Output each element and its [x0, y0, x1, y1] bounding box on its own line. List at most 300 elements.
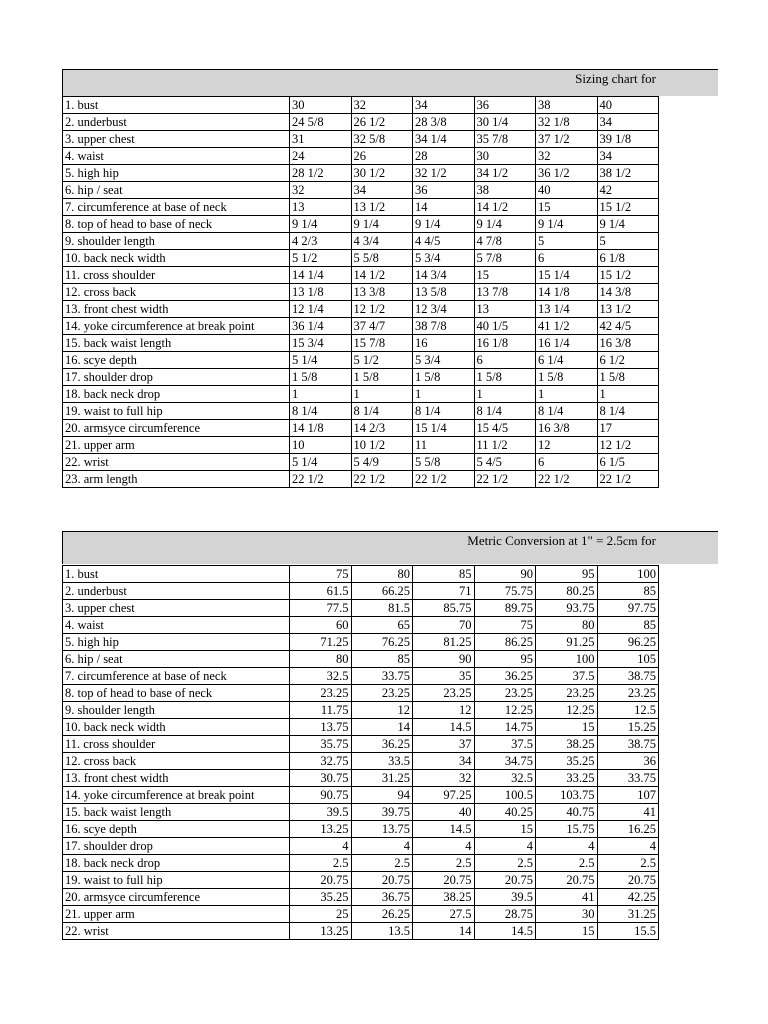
table-row [63, 651, 659, 668]
measurement-value: 61.5 [290, 583, 352, 600]
measurement-value: 10 [290, 437, 352, 454]
measurement-value: 13 1/4 [536, 301, 598, 318]
metric-conversion-title: Metric Conversion at 1" = 2.5cm for [467, 533, 656, 548]
measurement-value: 13 3/8 [351, 284, 413, 301]
measurement-value: 11 1/2 [474, 437, 536, 454]
measurement-label: 16. scye depth [63, 352, 290, 369]
table-row [63, 352, 659, 369]
sizing-chart-title: Sizing chart for [575, 71, 656, 86]
measurement-value: 37.5 [474, 736, 536, 753]
measurement-value: 31.25 [351, 770, 413, 787]
measurement-label: 18. back neck drop [63, 386, 290, 403]
measurement-value: 33.75 [351, 668, 413, 685]
measurement-value: 36.75 [351, 889, 413, 906]
measurement-value: 75 [474, 617, 536, 634]
table-row [63, 855, 659, 872]
measurement-value: 37 4/7 [351, 318, 413, 335]
measurement-label: 15. back waist length [63, 804, 290, 821]
measurement-value: 22 1/2 [413, 471, 475, 488]
measurement-value: 15.75 [536, 821, 598, 838]
measurement-value: 13.25 [290, 821, 352, 838]
measurement-value: 39 1/8 [597, 131, 659, 148]
measurement-value: 95 [536, 566, 598, 583]
measurement-label: 7. circumference at base of neck [63, 199, 290, 216]
measurement-value: 95 [474, 651, 536, 668]
measurement-value: 12.5 [597, 702, 659, 719]
measurement-value: 15 3/4 [290, 335, 352, 352]
table-row [63, 838, 659, 855]
measurement-value: 32.75 [290, 753, 352, 770]
measurement-value: 15 [536, 923, 598, 940]
measurement-value: 13 [290, 199, 352, 216]
table-row [63, 97, 659, 114]
measurement-value: 41 1/2 [536, 318, 598, 335]
measurement-value: 41 [536, 889, 598, 906]
measurement-value: 1 [351, 386, 413, 403]
measurement-value: 23.25 [351, 685, 413, 702]
measurement-value: 4 [290, 838, 352, 855]
measurement-value: 9 1/4 [413, 216, 475, 233]
measurement-value: 8 1/4 [597, 403, 659, 420]
measurement-value: 5 4/5 [474, 454, 536, 471]
table-row [63, 787, 659, 804]
table-row [63, 199, 659, 216]
measurement-value: 15 [536, 719, 598, 736]
measurement-value: 30 1/4 [474, 114, 536, 131]
measurement-value: 35.25 [290, 889, 352, 906]
table-row [63, 335, 659, 352]
measurement-value: 30 1/2 [351, 165, 413, 182]
measurement-label: 8. top of head to base of neck [63, 216, 290, 233]
measurement-label: 6. hip / seat [63, 182, 290, 199]
measurement-value: 16 [413, 335, 475, 352]
measurement-value: 20.75 [474, 872, 536, 889]
measurement-value: 12 [351, 702, 413, 719]
table-row [63, 872, 659, 889]
measurement-value: 31.25 [597, 906, 659, 923]
measurement-label: 19. waist to full hip [63, 403, 290, 420]
measurement-value: 26.25 [351, 906, 413, 923]
measurement-value: 14.5 [413, 719, 475, 736]
table-row [63, 403, 659, 420]
measurement-value: 14 2/3 [351, 420, 413, 437]
measurement-value: 15.5 [597, 923, 659, 940]
measurement-value: 13.75 [351, 821, 413, 838]
measurement-value: 1 5/8 [597, 369, 659, 386]
measurement-value: 15 1/4 [413, 420, 475, 437]
measurement-value: 81.5 [351, 600, 413, 617]
measurement-value: 38 1/2 [597, 165, 659, 182]
measurement-value: 12.25 [474, 702, 536, 719]
table-row [63, 284, 659, 301]
table-row [63, 617, 659, 634]
measurement-value: 34 [351, 182, 413, 199]
table-row [63, 216, 659, 233]
measurement-value: 37 [413, 736, 475, 753]
measurement-value: 80 [351, 566, 413, 583]
measurement-value: 34 [597, 148, 659, 165]
measurement-value: 34 1/4 [413, 131, 475, 148]
measurement-label: 17. shoulder drop [63, 838, 290, 855]
measurement-value: 22 1/2 [351, 471, 413, 488]
measurement-value: 5 1/2 [351, 352, 413, 369]
measurement-label: 21. upper arm [63, 437, 290, 454]
measurement-value: 6 1/4 [536, 352, 598, 369]
table-row [63, 437, 659, 454]
table-row [63, 634, 659, 651]
measurement-value: 13 7/8 [474, 284, 536, 301]
measurement-label: 11. cross shoulder [63, 736, 290, 753]
measurement-value: 8 1/4 [413, 403, 475, 420]
measurement-value: 36 [474, 97, 536, 114]
measurement-value: 9 1/4 [597, 216, 659, 233]
measurement-value: 20.75 [290, 872, 352, 889]
measurement-value: 100 [536, 651, 598, 668]
measurement-value: 34 [597, 114, 659, 131]
measurement-value: 1 5/8 [290, 369, 352, 386]
measurement-value: 38.25 [413, 889, 475, 906]
table-row [63, 182, 659, 199]
measurement-value: 2.5 [597, 855, 659, 872]
measurement-label: 1. bust [63, 97, 290, 114]
measurement-value: 6 [474, 352, 536, 369]
measurement-value: 5 [597, 233, 659, 250]
table-row [63, 131, 659, 148]
measurement-value: 42 4/5 [597, 318, 659, 335]
table-row [63, 685, 659, 702]
measurement-value: 13 5/8 [413, 284, 475, 301]
measurement-label: 13. front chest width [63, 770, 290, 787]
measurement-value: 35 7/8 [474, 131, 536, 148]
measurement-label: 16. scye depth [63, 821, 290, 838]
measurement-value: 105 [597, 651, 659, 668]
measurement-value: 30 [474, 148, 536, 165]
measurement-label: 11. cross shoulder [63, 267, 290, 284]
measurement-value: 60 [290, 617, 352, 634]
measurement-value: 12 1/4 [290, 301, 352, 318]
measurement-value: 89.75 [474, 600, 536, 617]
measurement-value: 14 1/2 [351, 267, 413, 284]
measurement-value: 15 1/2 [597, 199, 659, 216]
measurement-label: 9. shoulder length [63, 702, 290, 719]
measurement-label: 5. high hip [63, 165, 290, 182]
measurement-value: 17 [597, 420, 659, 437]
measurement-value: 15 1/4 [536, 267, 598, 284]
measurement-value: 1 [290, 386, 352, 403]
measurement-value: 40 [536, 182, 598, 199]
measurement-value: 32 1/8 [536, 114, 598, 131]
table-row [63, 753, 659, 770]
measurement-value: 40 [413, 804, 475, 821]
measurement-value: 14.5 [413, 821, 475, 838]
table-row [63, 471, 659, 488]
measurement-value: 14 [413, 199, 475, 216]
measurement-value: 77.5 [290, 600, 352, 617]
measurement-label: 10. back neck width [63, 719, 290, 736]
measurement-value: 15 [474, 267, 536, 284]
measurement-value: 12 1/2 [351, 301, 413, 318]
table-row [63, 702, 659, 719]
table-row [63, 454, 659, 471]
measurement-value: 6 [536, 250, 598, 267]
measurement-value: 75 [290, 566, 352, 583]
measurement-value: 38 7/8 [413, 318, 475, 335]
measurement-value: 4 4/5 [413, 233, 475, 250]
measurement-value: 30 [536, 906, 598, 923]
table-row [63, 804, 659, 821]
table-row [63, 250, 659, 267]
measurement-label: 18. back neck drop [63, 855, 290, 872]
measurement-value: 5 1/4 [290, 454, 352, 471]
measurement-value: 23.25 [413, 685, 475, 702]
measurement-value: 8 1/4 [536, 403, 598, 420]
table-row [63, 923, 659, 940]
measurement-value: 30.75 [290, 770, 352, 787]
measurement-value: 25 [290, 906, 352, 923]
measurement-value: 14.75 [474, 719, 536, 736]
measurement-value: 66.25 [351, 583, 413, 600]
measurement-value: 22 1/2 [536, 471, 598, 488]
measurement-value: 5 7/8 [474, 250, 536, 267]
measurement-value: 20.75 [536, 872, 598, 889]
sizing-chart-table [62, 96, 659, 488]
measurement-value: 6 [536, 454, 598, 471]
measurement-value: 65 [351, 617, 413, 634]
measurement-value: 26 [351, 148, 413, 165]
measurement-value: 15.25 [597, 719, 659, 736]
measurement-value: 4 [413, 838, 475, 855]
measurement-value: 28.75 [474, 906, 536, 923]
measurement-value: 40 [597, 97, 659, 114]
measurement-value: 36.25 [351, 736, 413, 753]
metric-conversion-header [62, 531, 718, 564]
measurement-value: 38.75 [597, 736, 659, 753]
measurement-value: 5 4/9 [351, 454, 413, 471]
measurement-value: 32 [290, 182, 352, 199]
measurement-value: 86.25 [474, 634, 536, 651]
measurement-value: 9 1/4 [351, 216, 413, 233]
measurement-value: 2.5 [413, 855, 475, 872]
measurement-value: 5 5/8 [413, 454, 475, 471]
measurement-value: 4 3/4 [351, 233, 413, 250]
measurement-value: 34 [413, 97, 475, 114]
measurement-label: 22. wrist [63, 454, 290, 471]
measurement-value: 14 1/8 [536, 284, 598, 301]
measurement-value: 8 1/4 [290, 403, 352, 420]
measurement-value: 6 1/8 [597, 250, 659, 267]
measurement-value: 71 [413, 583, 475, 600]
measurement-label: 23. arm length [63, 471, 290, 488]
sizing-chart-header [62, 69, 718, 96]
measurement-value: 4 [536, 838, 598, 855]
measurement-value: 20.75 [351, 872, 413, 889]
measurement-value: 22 1/2 [597, 471, 659, 488]
measurement-value: 12 3/4 [413, 301, 475, 318]
measurement-value: 14 1/4 [290, 267, 352, 284]
measurement-value: 35.75 [290, 736, 352, 753]
measurement-label: 14. yoke circumference at break point [63, 787, 290, 804]
measurement-value: 13 1/2 [351, 199, 413, 216]
measurement-value: 80.25 [536, 583, 598, 600]
measurement-label: 4. waist [63, 148, 290, 165]
table-row [63, 420, 659, 437]
measurement-value: 2.5 [474, 855, 536, 872]
measurement-value: 1 5/8 [536, 369, 598, 386]
measurement-value: 23.25 [474, 685, 536, 702]
measurement-value: 1 [597, 386, 659, 403]
measurement-value: 97.25 [413, 787, 475, 804]
measurement-value: 35.25 [536, 753, 598, 770]
measurement-value: 85 [351, 651, 413, 668]
measurement-value: 12 1/2 [597, 437, 659, 454]
table-row [63, 114, 659, 131]
measurement-value: 75.75 [474, 583, 536, 600]
table-row [63, 301, 659, 318]
measurement-value: 4 [597, 838, 659, 855]
measurement-value: 16 3/8 [597, 335, 659, 352]
measurement-value: 14 [413, 923, 475, 940]
measurement-value: 33.5 [351, 753, 413, 770]
measurement-value: 90 [413, 651, 475, 668]
measurement-label: 19. waist to full hip [63, 872, 290, 889]
measurement-value: 1 5/8 [474, 369, 536, 386]
measurement-value: 32 [413, 770, 475, 787]
measurement-value: 15 [536, 199, 598, 216]
measurement-label: 15. back waist length [63, 335, 290, 352]
measurement-value: 24 5/8 [290, 114, 352, 131]
measurement-value: 9 1/4 [290, 216, 352, 233]
measurement-value: 24 [290, 148, 352, 165]
measurement-value: 13.75 [290, 719, 352, 736]
measurement-value: 26 1/2 [351, 114, 413, 131]
measurement-label: 17. shoulder drop [63, 369, 290, 386]
measurement-value: 9 1/4 [474, 216, 536, 233]
measurement-label: 12. cross back [63, 284, 290, 301]
measurement-value: 4 [474, 838, 536, 855]
metric-conversion-table [62, 565, 659, 940]
measurement-value: 39.75 [351, 804, 413, 821]
measurement-value: 14 1/8 [290, 420, 352, 437]
measurement-value: 1 5/8 [413, 369, 475, 386]
measurement-value: 93.75 [536, 600, 598, 617]
measurement-value: 32 [351, 97, 413, 114]
measurement-value: 80 [536, 617, 598, 634]
measurement-value: 1 [413, 386, 475, 403]
measurement-value: 15 1/2 [597, 267, 659, 284]
measurement-value: 36 [597, 753, 659, 770]
measurement-value: 2.5 [290, 855, 352, 872]
table-row [63, 668, 659, 685]
measurement-value: 23.25 [597, 685, 659, 702]
measurement-value: 42.25 [597, 889, 659, 906]
table-row [63, 267, 659, 284]
measurement-label: 6. hip / seat [63, 651, 290, 668]
measurement-value: 14 3/4 [413, 267, 475, 284]
measurement-value: 5 3/4 [413, 352, 475, 369]
measurement-value: 16 1/4 [536, 335, 598, 352]
measurement-value: 30 [290, 97, 352, 114]
measurement-value: 5 3/4 [413, 250, 475, 267]
measurement-value: 32.5 [290, 668, 352, 685]
measurement-value: 13 1/2 [597, 301, 659, 318]
measurement-value: 85 [597, 583, 659, 600]
measurement-value: 28 3/8 [413, 114, 475, 131]
measurement-label: 22. wrist [63, 923, 290, 940]
measurement-value: 13.5 [351, 923, 413, 940]
table-row [63, 318, 659, 335]
measurement-value: 37 1/2 [536, 131, 598, 148]
measurement-value: 38.75 [597, 668, 659, 685]
measurement-label: 20. armsyce circumference [63, 889, 290, 906]
measurement-value: 13 1/8 [290, 284, 352, 301]
measurement-label: 2. underbust [63, 583, 290, 600]
measurement-value: 16 1/8 [474, 335, 536, 352]
measurement-value: 2.5 [351, 855, 413, 872]
measurement-value: 28 [413, 148, 475, 165]
measurement-value: 100 [597, 566, 659, 583]
measurement-value: 40 1/5 [474, 318, 536, 335]
measurement-value: 5 1/4 [290, 352, 352, 369]
measurement-value: 9 1/4 [536, 216, 598, 233]
measurement-value: 85.75 [413, 600, 475, 617]
measurement-value: 12.25 [536, 702, 598, 719]
measurement-label: 12. cross back [63, 753, 290, 770]
measurement-value: 81.25 [413, 634, 475, 651]
table-row [63, 770, 659, 787]
measurement-value: 20.75 [597, 872, 659, 889]
measurement-label: 8. top of head to base of neck [63, 685, 290, 702]
measurement-value: 8 1/4 [474, 403, 536, 420]
measurement-value: 6 1/5 [597, 454, 659, 471]
measurement-label: 10. back neck width [63, 250, 290, 267]
measurement-value: 71.25 [290, 634, 352, 651]
measurement-value: 23.25 [290, 685, 352, 702]
measurement-value: 14 3/8 [597, 284, 659, 301]
measurement-value: 22 1/2 [474, 471, 536, 488]
measurement-value: 36 1/4 [290, 318, 352, 335]
measurement-value: 35 [413, 668, 475, 685]
measurement-value: 36.25 [474, 668, 536, 685]
measurement-value: 32.5 [474, 770, 536, 787]
measurement-value: 1 [536, 386, 598, 403]
measurement-label: 20. armsyce circumference [63, 420, 290, 437]
measurement-value: 13 [474, 301, 536, 318]
measurement-value: 90 [474, 566, 536, 583]
measurement-value: 12 [536, 437, 598, 454]
table-row [63, 566, 659, 583]
measurement-value: 34 [413, 753, 475, 770]
measurement-label: 5. high hip [63, 634, 290, 651]
measurement-value: 5 1/2 [290, 250, 352, 267]
measurement-value: 32 [536, 148, 598, 165]
measurement-value: 96.25 [597, 634, 659, 651]
measurement-value: 33.75 [597, 770, 659, 787]
table-row [63, 148, 659, 165]
measurement-value: 97.75 [597, 600, 659, 617]
measurement-value: 4 7/8 [474, 233, 536, 250]
measurement-value: 36 [413, 182, 475, 199]
table-row [63, 233, 659, 250]
measurement-value: 6 1/2 [597, 352, 659, 369]
measurement-value: 34.75 [474, 753, 536, 770]
measurement-label: 14. yoke circumference at break point [63, 318, 290, 335]
measurement-value: 36 1/2 [536, 165, 598, 182]
measurement-value: 23.25 [536, 685, 598, 702]
measurement-label: 1. bust [63, 566, 290, 583]
measurement-value: 1 [474, 386, 536, 403]
measurement-value: 107 [597, 787, 659, 804]
measurement-value: 90.75 [290, 787, 352, 804]
